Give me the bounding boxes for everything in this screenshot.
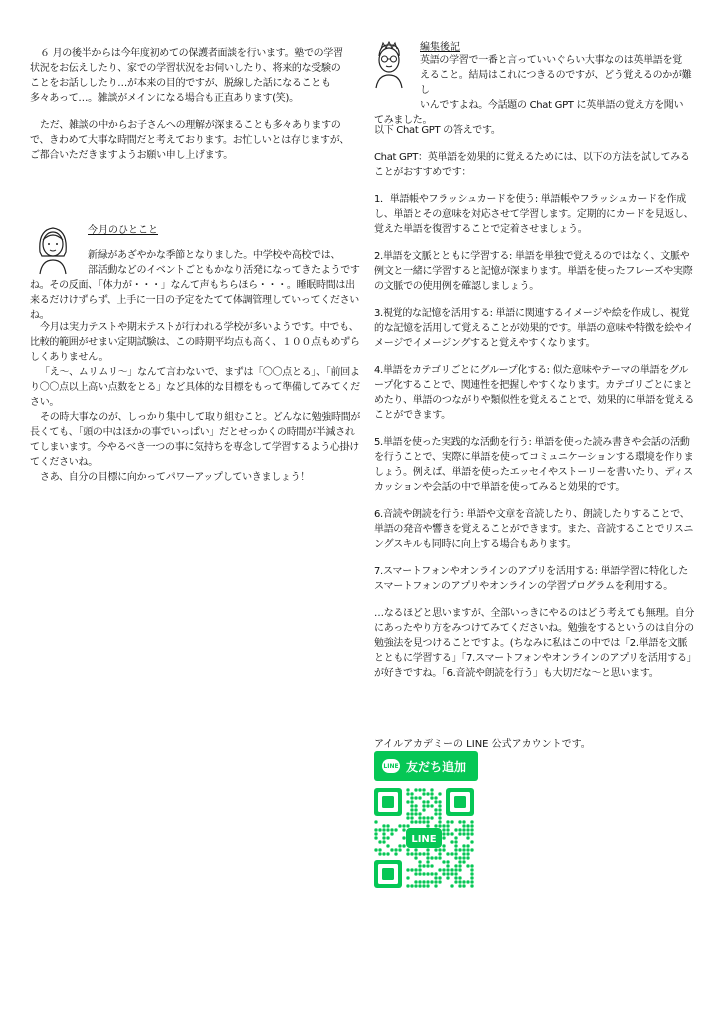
qr-logo-text: LINE [411, 834, 437, 845]
hitokoto-paragraph: その時大事なのが、しっかり集中して取り組むこと。どんなに勉強時間が長くても、「頭の中はほかの事でいっぱい」だとせっかくの時間が半減されてしまいます。今やるべき一つの事に気持ちを専念して学習するよう心掛けてくださいね。 [30, 412, 361, 468]
line-add-friend-label: 友だち追加 [406, 759, 467, 774]
line-logo-icon: LINE [382, 759, 400, 773]
editor-paragraph: 4.単語をカテゴリごとにグループ化する: 似た意味やテーマの単語をグループ化することで、関連性を把握しやすくなります。カテゴリごとにまとめたり、単語のつながりや類似性を覚えることで、効果的に単語を覚えることができます。 [374, 365, 694, 421]
editor-line: えること。結局はこれにつきるのですが、どう覚えるのかが難し [420, 70, 692, 96]
intro-paragraph: ただ、雑談の中からお子さんへの理解が深まることも多々ありますので、きわめて大事な時間だと考えております。お忙しいとは存じますが、ご都合いただきますようお願い申し上げます。 [30, 120, 350, 161]
hitokoto-body [30, 320, 362, 485]
qr-code-icon[interactable] [374, 788, 474, 888]
editor-line: てみました。 [374, 115, 433, 126]
intro-paragraph: ６ 月の後半からは今年度初めての保護者面談を行います。塾での学習状況をお伝えしたり、家での学習状況をお伺いしたり、将来的な受験のことをお話ししたり…が本来の目的ですが、脱線した話になることも多々あって…。雑談がメインになる場合も正直あります(笑)。 [30, 48, 343, 104]
editor-heading: 編集後記 [420, 42, 460, 53]
editor-paragraph: …なるほどと思いますが、全部いっきにやるのはどう考えても無理。自分にあったやり方をみつけてみてくださいね。勉強をするというのは自分の勉強法を見つけることですよ。(ちなみに私はこの中では「2.単語を文脈とともに学習する」「7.スマートフォンやオンラインのアプリを活用する」が好きですね。「6.音読や朗読を行う」も大切だな～と思います。 [374, 608, 695, 679]
editor-paragraph: 2.単語を文脈とともに学習する: 単語を単独で覚えるのではなく、文脈や例文と一緒に学習すると記憶が深まります。単語を使ったフレーズや実際の文脈での使用例を確認しましょう。 [374, 251, 693, 292]
line-add-friend-button[interactable] [374, 751, 478, 781]
editor-paragraph: 3.視覚的な記憶を活用する: 単語に関連するイメージや絵を作成し、視覚的な記憶を活用して覚えることが効果的です。単語の意味や特徴を絵やイメージでイメージングすると覚えやすくなります。 [374, 308, 694, 349]
hitokoto-line: ね。その反面、「体力が・・・」なんて声もちらほら・・・。睡眠時間は出来るだけけずらず、上手に一日の予定をたてて体調管理していってくださいね。 [30, 280, 359, 321]
editor-paragraph: 6.音読や朗読を行う: 単語や文章を音読したり、朗読したりすることで、単語の発音や響きを覚えることができます。また、音読することでリスニングスキルも同時に向上する場合もあります。 [374, 509, 694, 550]
hitokoto-intro [30, 248, 362, 323]
editor-line: いんですよね。今話題の Chat GPT に英単語の覚え方を聞い [420, 100, 684, 111]
line-caption: アイルアカデミーの LINE 公式アカウントです。 [374, 739, 591, 750]
hitokoto-line: 部活動などのイベントごともかなり活発になってきたようです [88, 265, 360, 276]
editor-paragraph: Chat GPT：英単語を効果的に覚えるためには、以下の方法を試してみることがおすすめです： [374, 152, 690, 178]
editor-line: 英語の学習で一番と言っていいぐらい大事なのは英単語を覚 [420, 55, 682, 66]
editor-paragraph: 以下 Chat GPT の答えです。 [374, 125, 501, 136]
editor-paragraph: 5.単語を使った実践的な活動を行う: 単語を使った読み書きや会話の活動を行うことで、実際に単語を使ってコミュニケーションする環境を作りましょう。例えば、単語を使ったエッセイやストーリーを書いたり、ディスカッションや会話の中で単語を使ってみると効果的です。 [374, 437, 694, 493]
editor-body [374, 123, 696, 681]
hitokoto-heading: 今月のひとこと [88, 225, 158, 236]
hitokoto-paragraph: さあ、自分の目標に向かってパワーアップしていきましょう！ [40, 472, 310, 483]
interview-notice [30, 46, 350, 163]
hitokoto-line: 新緑があざやかな季節となりました。中学校や高校では、 [88, 250, 341, 261]
hitokoto-paragraph: 「え～、ムリムリ～」なんて言わないで、まずは「〇〇点とる」、「前回より〇〇点以上高い点数をとる」など具体的な目標をもって準備してみてください。 [30, 367, 360, 408]
editor-intro [374, 53, 696, 128]
editor-paragraph: 7.スマートフォンやオンラインのアプリを活用する: 単語学習に特化したスマートフォンのアプリやオンラインの学習プログラムを利用する。 [374, 566, 688, 592]
hitokoto-paragraph: 今月は実力テストや期末テストが行われる学校が多いようです。中でも、比較的範囲がせまい定期試験は、この時期平均点も高く、１００点もめずらしくありません。 [30, 322, 360, 363]
editor-paragraph: 1．単語帳やフラッシュカードを使う: 単語帳やフラッシュカードを作成し、単語とその意味を対応させて学習します。定期的にカードを見返し、覚えた単語を復習することで定着させましょう。 [374, 194, 694, 235]
